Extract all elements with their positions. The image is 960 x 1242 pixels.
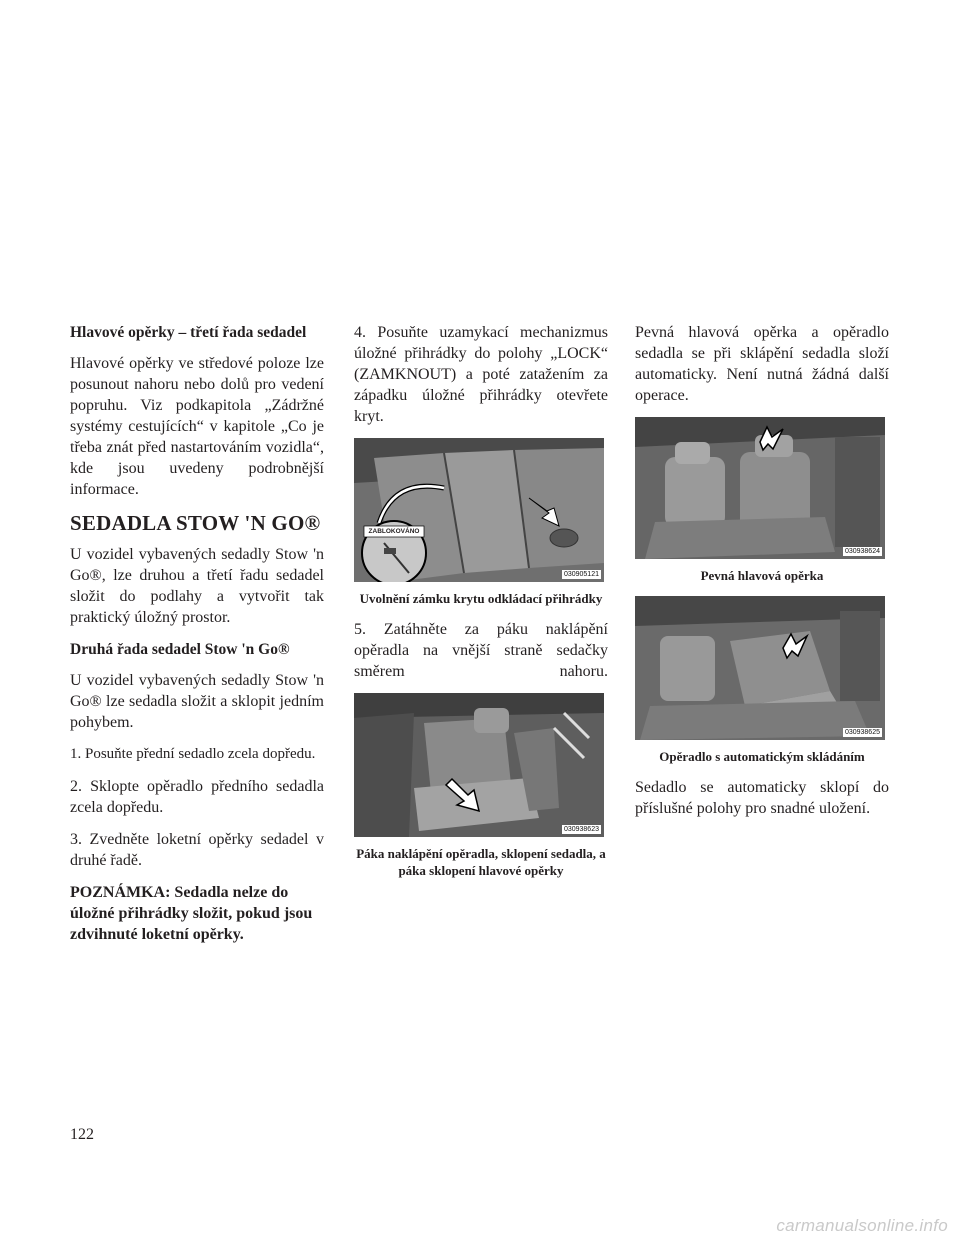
step-5: 5. Zatáhněte za páku naklápění opěradla na vnější straně sedačky směrem nahoru. xyxy=(354,621,608,680)
page-number: 122 xyxy=(70,1126,94,1143)
figure-storage-lock xyxy=(354,438,604,582)
storage-lock-illustration xyxy=(354,438,604,582)
step-3: 3. Zvedněte loketní opěrky sedadel v druhé řadě. xyxy=(70,831,324,869)
column-left xyxy=(70,322,324,956)
figure-label-locked: ZABLOKOVÁNO xyxy=(368,528,420,535)
step-1: 1. Posuňte přední sedadlo zcela dopředu. xyxy=(70,746,316,762)
step-4: 4. Posuňte uzamykací mechanizmus úložné přihrádky do polohy „LOCK“ (ZAMKNOUT) a poté zatažením za západku úložné přihrádky otevřete kryt. xyxy=(354,324,608,425)
figure-caption-recline-lever: Páka naklápění opěradla, sklopení sedadla, a páka sklopení hlavové opěrky xyxy=(356,846,606,878)
figure-caption-storage-lock: Uvolnění zámku krytu odkládací přihrádky xyxy=(359,591,603,606)
column-right xyxy=(635,322,889,830)
watermark: carmanualsonline.info xyxy=(776,1216,948,1235)
column-middle xyxy=(354,322,608,891)
figure-code: 030938623 xyxy=(563,826,599,833)
heading-second-row: Druhá řada sedadel Stow 'n Go® xyxy=(70,641,290,658)
recline-lever-illustration xyxy=(354,693,604,837)
heading-third-row-headrests: Hlavové opěrky – třetí řada sedadel xyxy=(70,324,307,341)
paragraph-auto-fold: Sedadlo se automaticky sklopí do příslušné polohy pro snadné uložení. xyxy=(635,779,889,817)
fixed-headrest-illustration xyxy=(635,417,885,559)
figure-fixed-headrest xyxy=(635,417,885,559)
figure-auto-fold-seatback xyxy=(635,596,885,740)
figure-recline-lever xyxy=(354,693,604,837)
section-title-stow-n-go: SEDADLA STOW 'N GO® xyxy=(70,511,321,535)
figure-code: 030938625 xyxy=(844,729,880,736)
note-armrests: POZNÁMKA: Sedadla nelze do úložné přihrádky složit, pokud jsou zdvihnuté loketní opěrky. xyxy=(70,884,313,943)
auto-fold-seatback-illustration xyxy=(635,596,885,740)
figure-caption-auto-fold-seatback: Opěradlo s automatickým skládáním xyxy=(659,749,865,764)
figure-code: 030905121 xyxy=(563,571,599,578)
figure-caption-fixed-headrest: Pevná hlavová opěrka xyxy=(700,568,824,583)
paragraph-fixed-headrest: Pevná hlavová opěrka a opěradlo sedadla se při sklápění sedadla složí automaticky. Není nutná žádná další operace. xyxy=(635,324,889,404)
figure-code: 030938624 xyxy=(844,548,880,555)
paragraph-stow-n-go-intro: U vozidel vybavených sedadly Stow 'n Go®, lze druhou a třetí řadu sedadel složit do podlahy a vytvořit tak praktický úložný prostor. xyxy=(70,546,324,626)
paragraph-second-row: U vozidel vybavených sedadly Stow 'n Go® lze sedadla složit a sklopit jedním pohybem. xyxy=(70,672,324,731)
paragraph-third-row-headrests: Hlavové opěrky ve středové poloze lze posunout nahoru nebo dolů pro vedení popruhu. Viz podkapitola „Zádržné systémy cestujících“ v kapitole „Co je třeba znát před nastartováním vozidla“, kde jsou uvedeny podrobnější informace. xyxy=(70,355,324,498)
step-2: 2. Sklopte opěradlo předního sedadla zcela dopředu. xyxy=(70,778,324,816)
